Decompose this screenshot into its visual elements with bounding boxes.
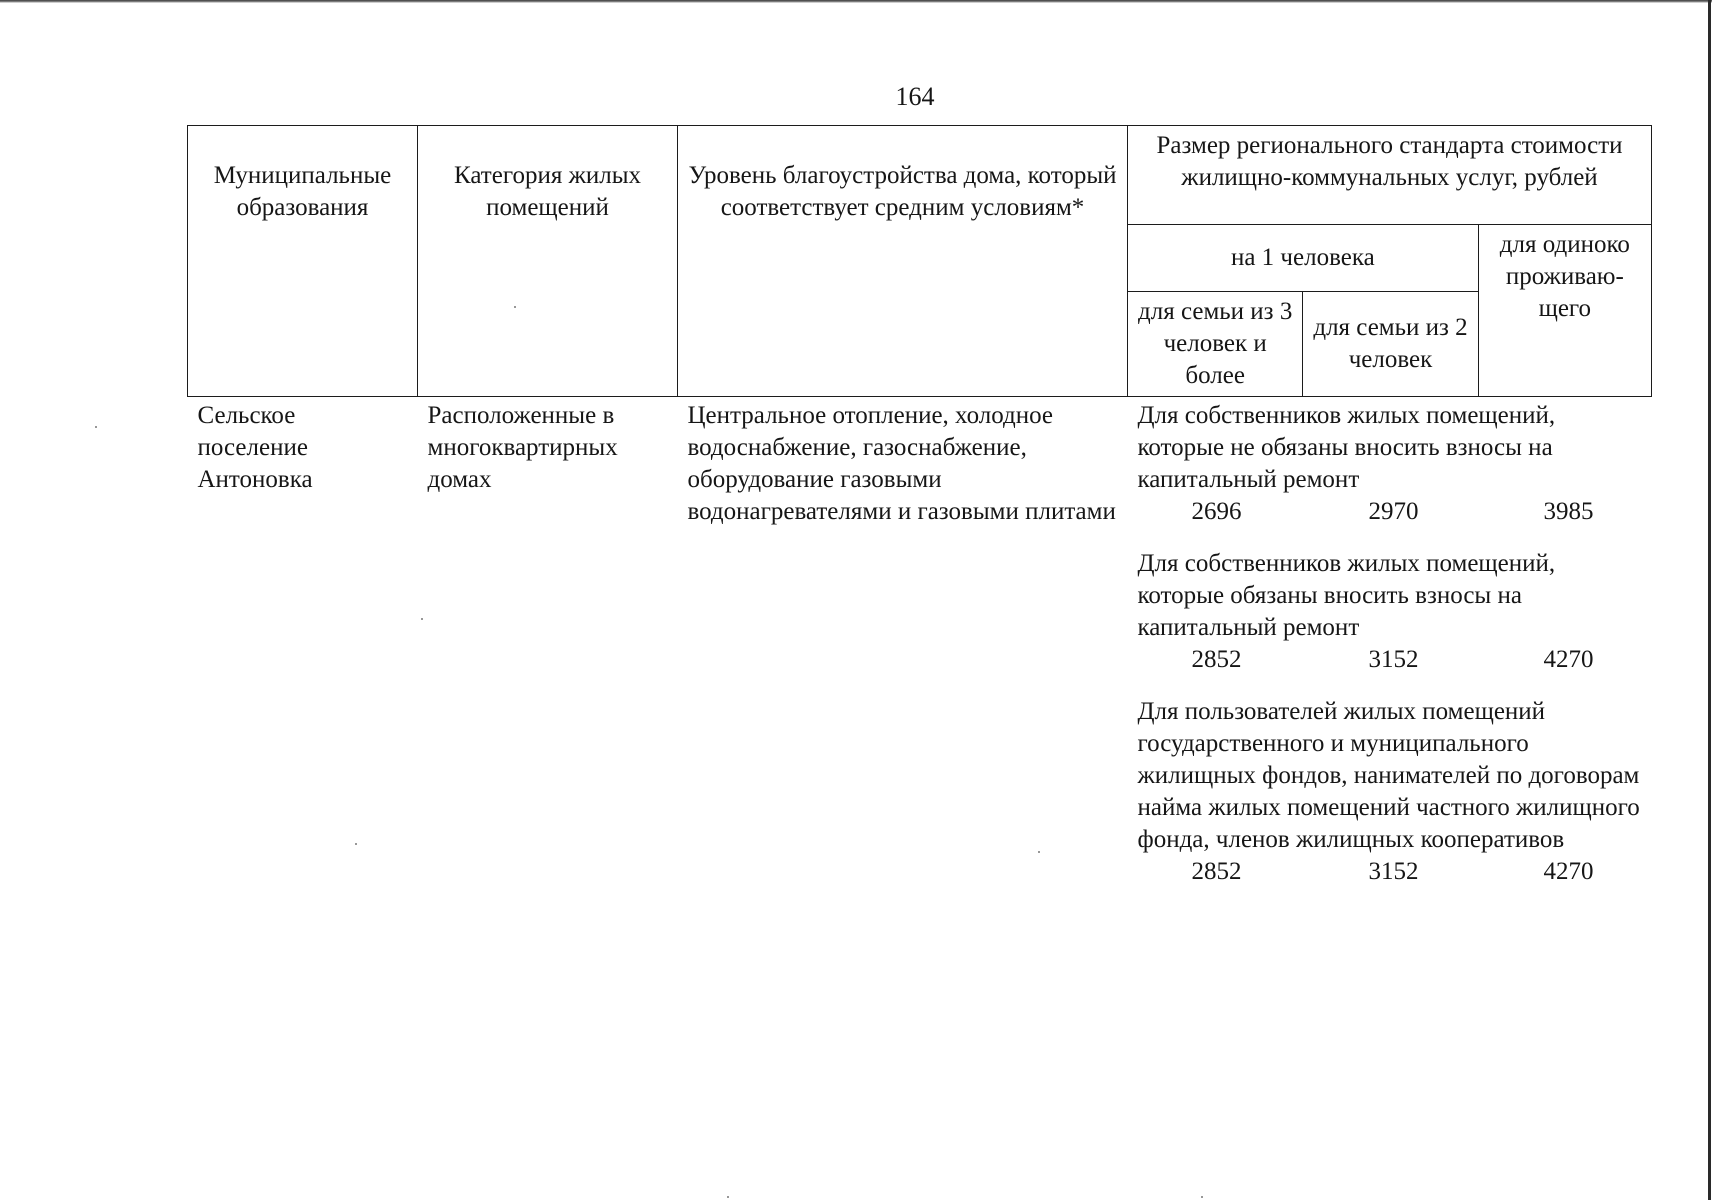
cost-group-3 bbox=[1138, 696, 1646, 888]
header-level: Уровень благоустройства дома, который соответствует средним условиям* bbox=[678, 126, 1128, 397]
header-standard-size: Размер регионального стандарта стоимости жилищно-коммунальных услуг, рублей bbox=[1128, 126, 1652, 225]
value-family-2: 3152 bbox=[1368, 858, 1419, 885]
value-single: 3985 bbox=[1543, 498, 1594, 525]
header-per-person: на 1 человека bbox=[1128, 225, 1479, 292]
scan-speck bbox=[95, 426, 97, 428]
cost-values-row bbox=[1138, 496, 1646, 528]
scan-speck bbox=[355, 843, 357, 845]
value-single: 4270 bbox=[1543, 858, 1594, 885]
cost-group-2 bbox=[1138, 548, 1646, 676]
value-family-3: 2852 bbox=[1191, 646, 1242, 673]
value-family-2: 3152 bbox=[1368, 646, 1419, 673]
cost-group-label: Для собственников жилых помещений, которые не обязаны вносить взносы на капитальный ремонт bbox=[1137, 402, 1556, 493]
cell-category: Расположенные в многоквартирных домах bbox=[427, 402, 618, 493]
cell-level: Центральное отопление, холодное водоснабжение, газоснабжение, оборудование газовыми водонагревателями и газовыми плитами bbox=[687, 402, 1116, 525]
scan-right-edge bbox=[1708, 0, 1711, 1200]
value-single: 4270 bbox=[1543, 646, 1594, 673]
cost-group-label: Для пользователей жилых помещений государственного и муниципального жилищных фондов, нанимателей по договорам найма жилых помещений частного жилищного фонда, членов жилищных кооперативов bbox=[1137, 698, 1640, 853]
cost-values-row bbox=[1138, 644, 1646, 676]
cell-municipal: Сельское поселение Антоновка bbox=[197, 402, 313, 493]
cell-cost-groups bbox=[1128, 397, 1652, 909]
scan-speck bbox=[514, 306, 516, 308]
scan-speck bbox=[421, 618, 423, 620]
page-number: 164 bbox=[895, 82, 935, 111]
table-row bbox=[188, 397, 1652, 909]
value-family-3: 2696 bbox=[1191, 498, 1242, 525]
value-family-2: 2970 bbox=[1368, 498, 1419, 525]
header-family-3: для семьи из 3 человек и более bbox=[1128, 292, 1303, 397]
header-category: Категория жилых помещений bbox=[418, 126, 678, 397]
value-family-3: 2852 bbox=[1191, 858, 1242, 885]
scan-speck bbox=[727, 1196, 729, 1198]
scan-top-edge bbox=[0, 0, 1712, 3]
scan-speck bbox=[1201, 1196, 1203, 1198]
header-family-2: для семьи из 2 человек bbox=[1303, 292, 1478, 397]
standards-table bbox=[187, 125, 1652, 908]
cost-values-row bbox=[1138, 856, 1646, 888]
header-municipal: Муниципальные образования bbox=[188, 126, 418, 397]
cost-group-label: Для собственников жилых помещений, которые обязаны вносить взносы на капитальный ремонт bbox=[1137, 550, 1556, 641]
cost-group-1 bbox=[1138, 400, 1646, 528]
header-single-resident: для одиноко проживаю-щего bbox=[1478, 225, 1651, 397]
scan-speck bbox=[1038, 851, 1040, 853]
